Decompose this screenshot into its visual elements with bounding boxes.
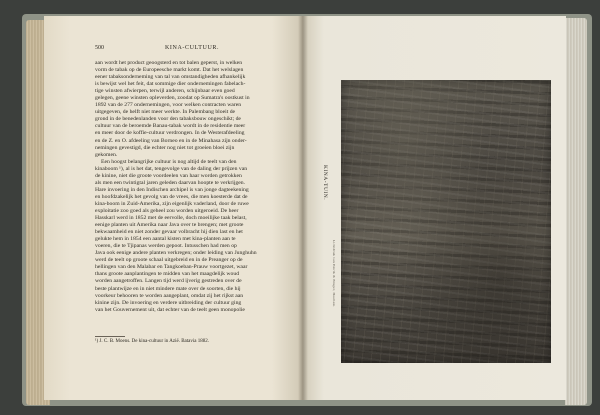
text-line: hellingen van den Malabar en Tangkoeban-Prauw voortgezet, waar xyxy=(95,264,248,271)
plate-photograph xyxy=(341,80,551,363)
text-line: eenige planten uit Amerika naar Java over te brengen; met groote xyxy=(95,222,244,229)
text-line: voeren, die te Tjipanas werden gepoot. Intusschen had men op xyxy=(95,243,237,250)
page-edges-right xyxy=(565,18,587,405)
text-line: Hasskarl werd in 1852 met de eervolle, doch moeilijke taak belast, xyxy=(95,215,247,222)
text-line: werd de teelt op groote schaal uitgebreid en in de Preanger op de xyxy=(95,257,243,264)
text-line: kinaboom ¹), al is het dat, tengevolge van de daling der prijzen van xyxy=(95,165,248,172)
text-line: voorkeur behooren te worden aangeplant, omdat zij het rijkst aan xyxy=(95,292,244,299)
text-line: uitgegeven, de helft niet meer werkte. In Palembang bloeit de xyxy=(95,109,236,116)
text-line: grond in de benedenlanden voor den tabaksbouw ongeschikt; de xyxy=(95,116,241,123)
text-line: eener tabaksonderneming van tal van omstandigheden afhankelijk xyxy=(95,74,246,81)
running-head xyxy=(95,45,300,55)
text-line: gekomen. xyxy=(95,151,118,158)
text-line: worden aangetroffen. Langen tijd werd ijverig gestreden over de xyxy=(95,278,242,285)
text-line: kina-boom in Zuid-Amerika, zijn eigenlijk vaderland, door de ruwe xyxy=(95,200,249,207)
text-line: nemingen gevestigd, die echter nog niet tot groeien bloei zijn xyxy=(95,144,235,151)
text-line: van het Gouvernement uit, dat echter van de teelt geen monopolie xyxy=(95,306,245,313)
text-line: en de Z. en O. afdeeling van Borneo en in de Minahasa zijn onder- xyxy=(95,137,247,144)
text-line: bekwaamheid en niet zonder gevaar volbracht hij dien last en het xyxy=(95,229,243,236)
text-line: Java ook eenige andere planten verkregen; onder leiding van Junghuhn xyxy=(95,250,257,257)
text-line: cultuur van de beroemde Banau-tabak wordt in de residentie meer xyxy=(95,123,246,130)
text-line: Een hoogst belangrijke cultuur is nog altijd de teelt van den xyxy=(101,158,237,165)
text-line: de kinine, niet die groote voordeelen van haar worden getrokken xyxy=(95,172,242,179)
text-line: exploitatie zoo goed als geheel zou worden uitgeroeid. De heer xyxy=(95,207,239,214)
text-line: beste plantwijze en in niet mindere mate over de soorten, die hij xyxy=(95,285,241,292)
text-line: Hare invoering in den Indischen archipel is van jonge dagteekening xyxy=(95,186,249,193)
text-line: aan wordt het product geoogsterd en tot balen geperst, in welken xyxy=(95,60,243,66)
text-line: als men een twintigtal jaren geleden daarvan hoopte te verkrijgen. xyxy=(95,179,246,186)
text-line: thans groote aanplantingen te midden van het maagdelijk woud xyxy=(95,271,240,278)
page-number: 500 xyxy=(95,45,104,51)
text-line: 1892 van de 277 ondernemingen, voor welken contracten waren xyxy=(95,102,242,109)
running-head-title: KINA-CULTUUR. xyxy=(165,45,220,51)
text-line: en meer door de koffie-cultuur verdrongen. In de Westerafdeeling xyxy=(95,130,245,137)
plate-caption: KINA-TUIN. xyxy=(322,165,328,201)
body-text xyxy=(95,60,298,314)
footnote-rule xyxy=(95,336,125,337)
footnote: ¹) J. C. B. Moens. De kina-cultuur in Azië. Batavia 1882. xyxy=(95,339,209,344)
book-gutter xyxy=(298,16,308,400)
text-line: tige winsten afwierpen, terwijl anderen, schijnbaar even goed xyxy=(95,88,235,95)
plate-texture xyxy=(341,80,551,363)
plate-credit: Lichtdruk van Emrik & Binger, Haarlem. xyxy=(332,240,336,308)
text-line: vorm de tabak op de Europeesche markt komt. Dat het welslagen xyxy=(95,67,244,74)
text-line: kinine zijn. De invoering en verdere uitbreiding der cultuur ging xyxy=(95,299,242,306)
text-line: gelukte hem in 1854 een aantal kisten met kina-planten aan te xyxy=(95,236,236,243)
text-line: is bewijst wel het feit, dat sommige dier ondernemingen fabelach- xyxy=(95,81,246,88)
text-line: gelegen, geene winsten opleverden, zoodat op Sumatra's oostkust in xyxy=(95,95,250,102)
text-line: en hoofdzakelijk het gevolg van de vrees, die men koesterde dat de xyxy=(95,193,248,200)
